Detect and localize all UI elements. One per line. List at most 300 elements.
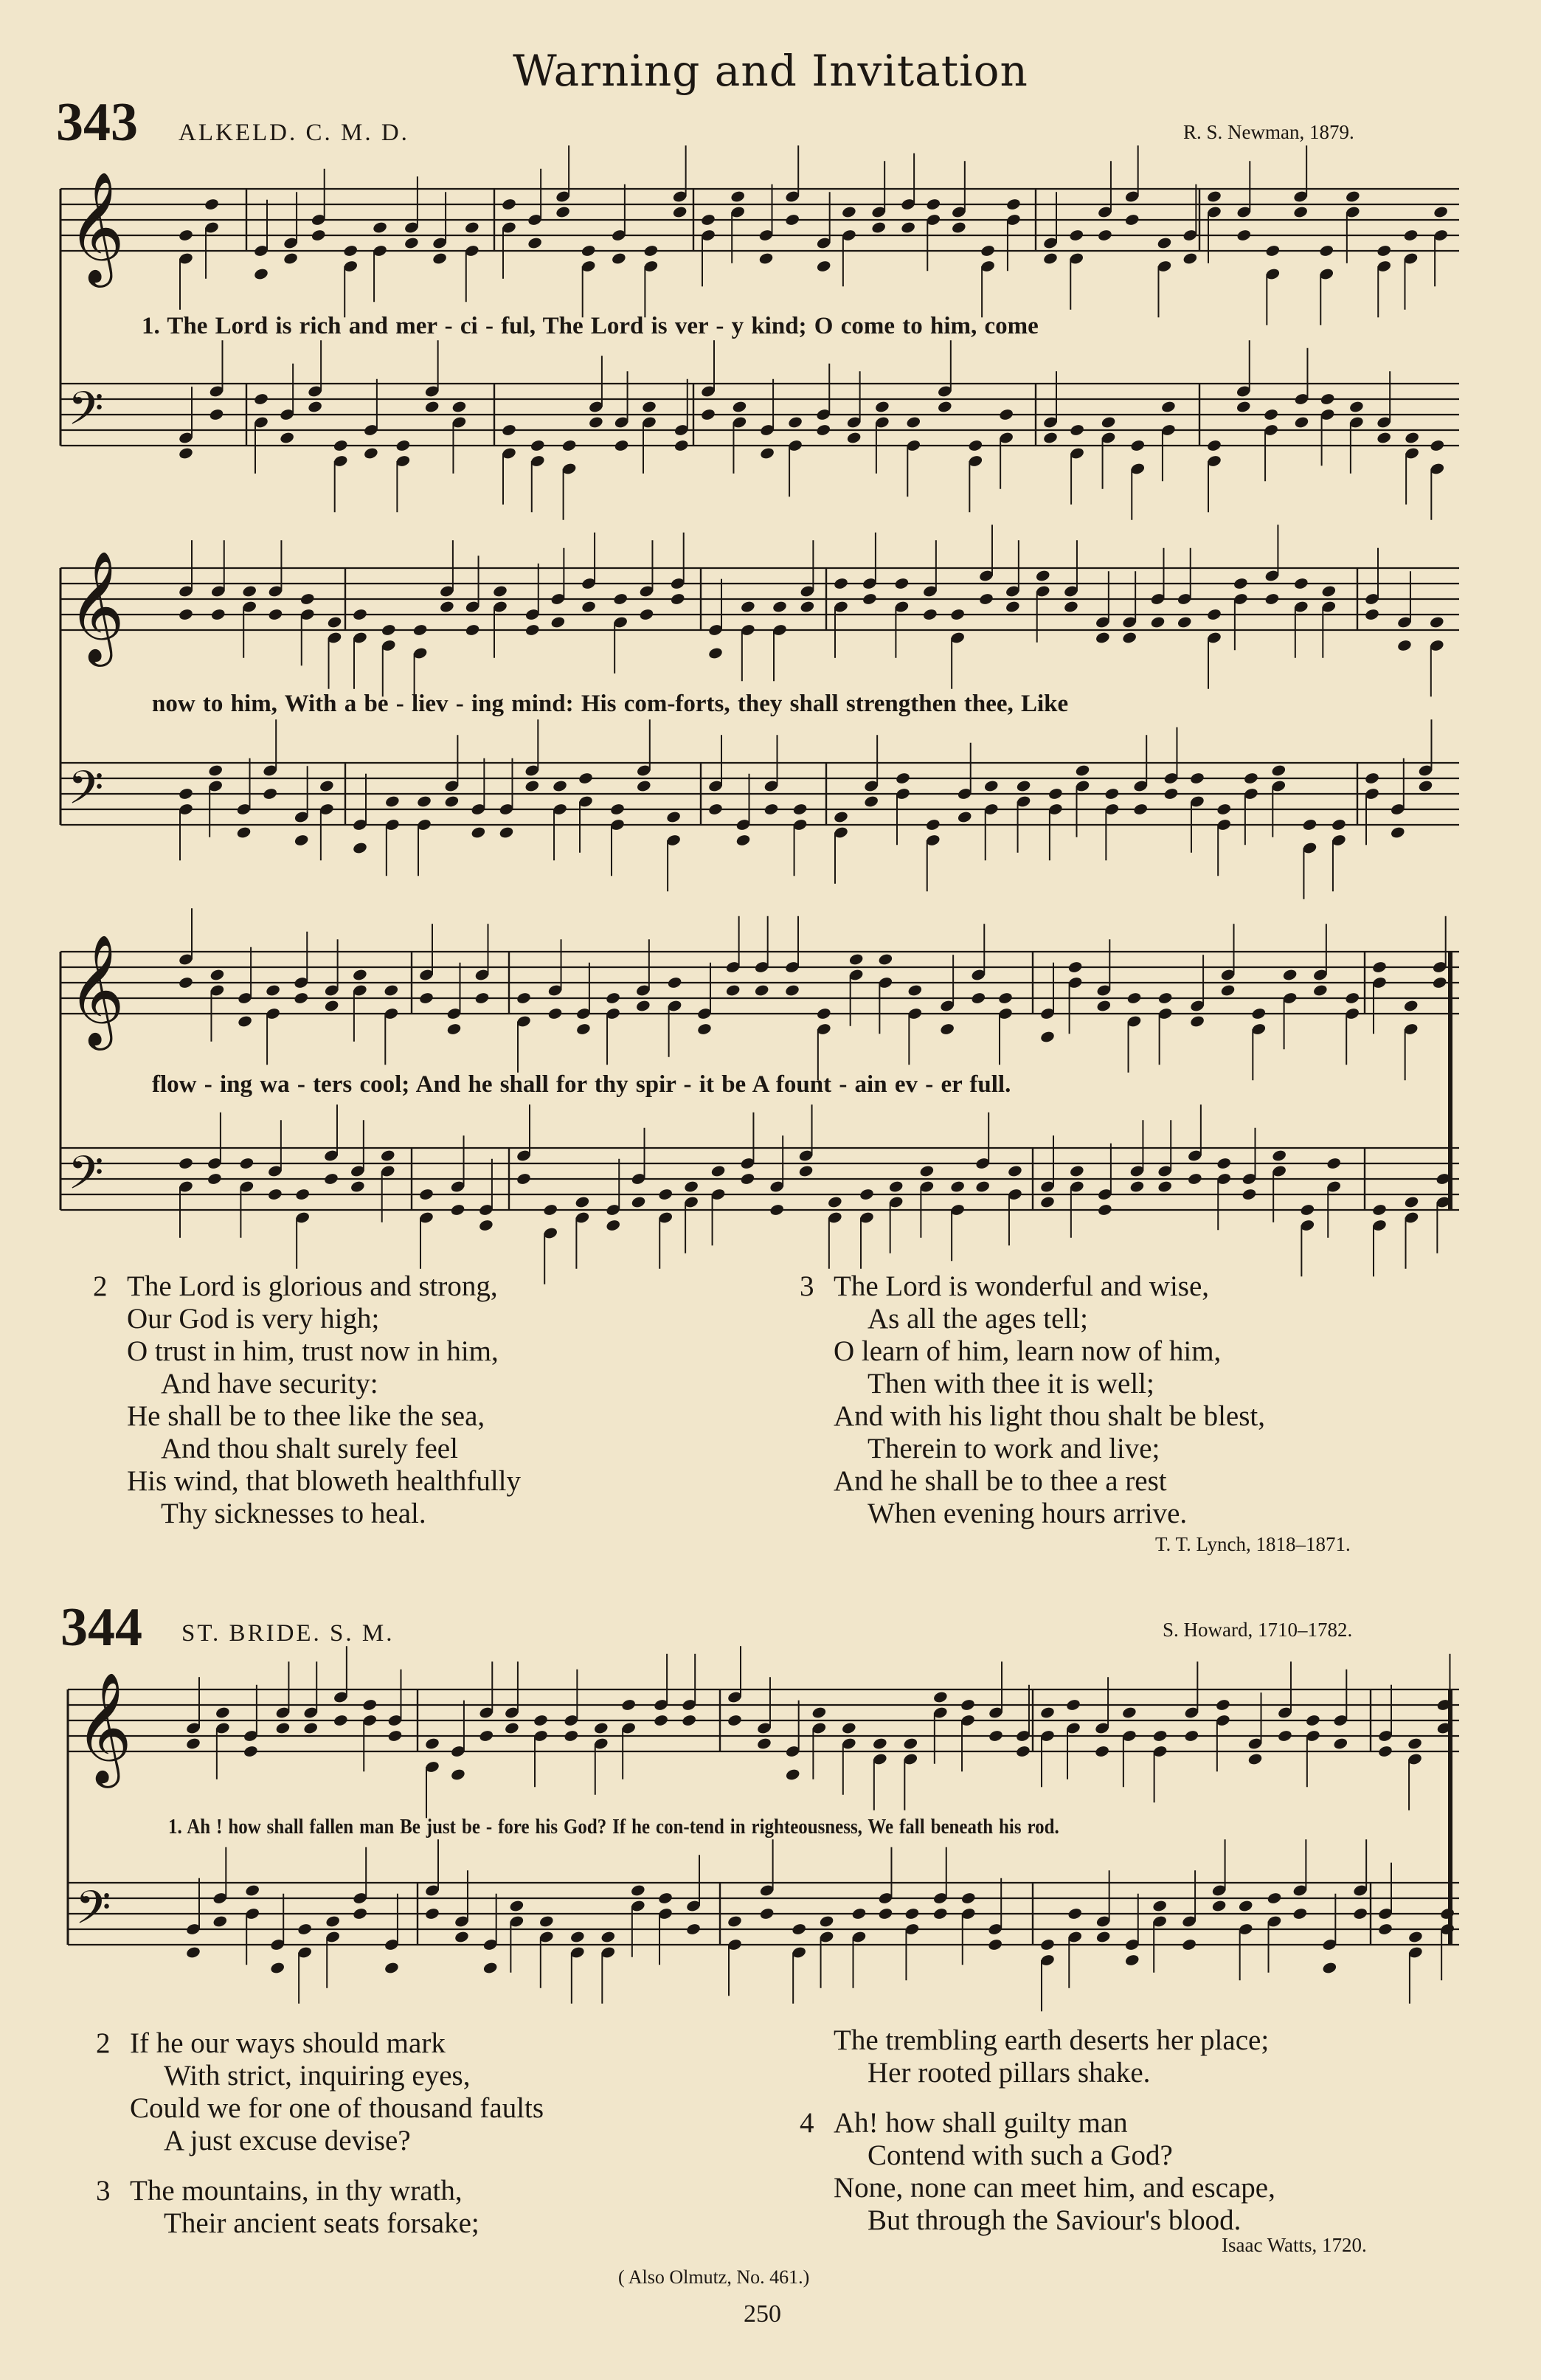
note-head bbox=[1039, 1954, 1055, 1967]
note-head bbox=[859, 1211, 874, 1224]
note-head bbox=[1439, 1907, 1455, 1920]
note-head bbox=[670, 592, 685, 606]
note-head bbox=[253, 415, 269, 429]
note-head bbox=[372, 244, 387, 257]
note-head bbox=[612, 615, 628, 629]
note-head bbox=[384, 795, 400, 808]
note-head bbox=[543, 1226, 558, 1239]
note-head bbox=[1121, 1706, 1137, 1719]
note-head bbox=[1407, 1737, 1422, 1750]
note-head bbox=[759, 423, 775, 437]
note-head bbox=[667, 976, 682, 989]
note-head bbox=[1333, 1737, 1348, 1750]
note-head bbox=[700, 408, 716, 421]
verse-3 bbox=[96, 2175, 479, 2240]
note-head bbox=[872, 1752, 887, 1765]
note-head bbox=[432, 252, 447, 265]
note-head bbox=[605, 1007, 620, 1020]
note-head bbox=[533, 1729, 548, 1743]
note-head bbox=[454, 1914, 469, 1928]
note-head bbox=[1236, 229, 1252, 242]
note-head bbox=[759, 1883, 775, 1897]
note-head bbox=[516, 992, 531, 1005]
note-head bbox=[1236, 205, 1252, 218]
note-head bbox=[759, 446, 775, 460]
note-head bbox=[922, 584, 938, 598]
note-head bbox=[816, 1007, 831, 1020]
note-head bbox=[937, 400, 952, 413]
note-head bbox=[872, 1737, 887, 1750]
note-head bbox=[267, 1164, 283, 1177]
note-head bbox=[665, 834, 681, 847]
note-head bbox=[1063, 584, 1078, 598]
note-head bbox=[471, 826, 486, 839]
note-head bbox=[1243, 787, 1258, 800]
note-head bbox=[1126, 1014, 1142, 1028]
note-head bbox=[895, 772, 910, 785]
treble-clef-icon: 𝄞 bbox=[68, 170, 125, 283]
note-head bbox=[1189, 999, 1205, 1012]
note-head bbox=[1263, 423, 1278, 437]
note-head bbox=[903, 1752, 918, 1765]
note-head bbox=[926, 198, 941, 211]
note-head bbox=[275, 1706, 291, 1719]
note-head bbox=[763, 803, 779, 816]
note-head bbox=[343, 260, 359, 273]
note-head bbox=[444, 779, 460, 792]
note-head bbox=[1152, 1729, 1168, 1743]
note-head bbox=[600, 1945, 616, 1959]
note-head bbox=[267, 1188, 283, 1201]
note-head bbox=[1095, 631, 1110, 644]
note-head bbox=[998, 431, 1014, 444]
note-head bbox=[907, 1007, 923, 1020]
note-head bbox=[324, 999, 339, 1012]
note-head bbox=[550, 592, 566, 606]
note-head bbox=[464, 221, 479, 234]
note-head bbox=[381, 639, 396, 652]
note-head bbox=[395, 454, 411, 468]
note-head bbox=[1163, 772, 1179, 785]
lyric-line-1: 1. The Lord is rich and mer - ci - ful, The Lord is ver - y kind; O come to him, come bbox=[142, 313, 1039, 339]
note-head bbox=[696, 1007, 712, 1020]
note-head bbox=[299, 608, 315, 621]
note-head bbox=[665, 810, 681, 823]
note-head bbox=[253, 267, 269, 280]
note-head bbox=[1294, 392, 1309, 406]
note-head bbox=[263, 787, 278, 800]
note-head bbox=[263, 764, 278, 777]
note-head bbox=[253, 392, 269, 406]
note-head bbox=[1364, 608, 1379, 621]
note-head bbox=[907, 983, 923, 997]
note-head bbox=[997, 1007, 1013, 1020]
note-head bbox=[784, 983, 800, 997]
note-head bbox=[859, 1188, 874, 1201]
note-head bbox=[1377, 1907, 1393, 1920]
note-head bbox=[1069, 446, 1084, 460]
note-head bbox=[325, 1930, 341, 1943]
tune-name: ST. BRIDE. S. M. bbox=[181, 1620, 395, 1647]
note-head bbox=[1364, 787, 1379, 800]
note-head bbox=[550, 615, 566, 629]
note-head bbox=[333, 439, 348, 452]
note-head bbox=[791, 1945, 806, 1959]
note-head bbox=[756, 1721, 772, 1734]
note-head bbox=[1124, 213, 1140, 226]
note-head bbox=[658, 1211, 673, 1224]
note-head bbox=[1215, 1714, 1230, 1727]
note-head bbox=[1160, 400, 1176, 413]
verse-2 bbox=[93, 1270, 521, 1530]
note-head bbox=[564, 1729, 579, 1743]
note-head bbox=[816, 236, 831, 249]
note-head bbox=[1124, 1954, 1140, 1967]
verse-line: A just excuse devise? bbox=[164, 2125, 411, 2156]
note-head bbox=[412, 646, 428, 660]
note-head bbox=[236, 826, 252, 839]
note-head bbox=[1377, 1729, 1393, 1743]
note-head bbox=[593, 1721, 609, 1734]
note-head bbox=[242, 600, 257, 613]
note-head bbox=[1220, 983, 1236, 997]
note-head bbox=[863, 779, 879, 792]
note-head bbox=[643, 260, 659, 273]
note-head bbox=[575, 1211, 590, 1224]
note-head bbox=[1436, 1172, 1451, 1186]
note-head bbox=[1376, 244, 1392, 257]
note-head bbox=[1095, 1914, 1111, 1928]
note-head bbox=[1097, 229, 1112, 242]
verse-3-continued bbox=[834, 2024, 1269, 2089]
note-head bbox=[352, 841, 367, 854]
note-head bbox=[672, 205, 688, 218]
note-head bbox=[1418, 764, 1433, 777]
note-head bbox=[888, 1180, 904, 1193]
note-head bbox=[1067, 1907, 1083, 1920]
note-head bbox=[1005, 584, 1020, 598]
note-head bbox=[424, 1883, 440, 1897]
lyric-line-2: now to him, With a be - liev - ing mind: His com-forts, they shall strengthen thee, Like bbox=[152, 691, 1069, 717]
note-head bbox=[451, 400, 467, 413]
note-head bbox=[1181, 1938, 1197, 1951]
note-head bbox=[657, 1907, 673, 1920]
note-head bbox=[846, 431, 862, 444]
note-head bbox=[754, 983, 769, 997]
note-head bbox=[611, 229, 626, 242]
note-head bbox=[294, 992, 309, 1005]
note-head bbox=[454, 1930, 469, 1943]
note-head bbox=[333, 454, 348, 468]
note-head bbox=[185, 1945, 201, 1959]
note-head bbox=[552, 803, 567, 816]
note-head bbox=[1436, 1721, 1452, 1734]
note-head bbox=[178, 229, 193, 242]
note-head bbox=[874, 415, 890, 429]
note-head bbox=[700, 384, 716, 398]
note-head bbox=[578, 795, 593, 808]
note-head bbox=[1069, 229, 1084, 242]
note-head bbox=[178, 584, 193, 598]
note-head bbox=[1432, 961, 1447, 974]
note-head bbox=[700, 213, 716, 226]
note-head bbox=[471, 803, 486, 816]
verse-line: Contend with such a God? bbox=[868, 2139, 1173, 2171]
note-head bbox=[1320, 392, 1335, 406]
note-head bbox=[384, 818, 400, 831]
note-head bbox=[1075, 779, 1090, 792]
note-head bbox=[208, 764, 224, 777]
note-head bbox=[1322, 1938, 1337, 1951]
note-head bbox=[636, 779, 651, 792]
note-head bbox=[1432, 976, 1447, 989]
note-head bbox=[418, 1188, 434, 1201]
note-head bbox=[1305, 1714, 1320, 1727]
note-head bbox=[178, 1180, 193, 1193]
note-head bbox=[833, 826, 848, 839]
note-head bbox=[1184, 1729, 1199, 1743]
note-head bbox=[1097, 1188, 1112, 1201]
note-head bbox=[185, 1923, 201, 1936]
note-head bbox=[1302, 818, 1317, 831]
verse-line: But through the Saviour's blood. bbox=[868, 2204, 1242, 2236]
note-head bbox=[1157, 260, 1172, 273]
note-head bbox=[614, 415, 629, 429]
verse-4 bbox=[800, 2107, 1275, 2237]
note-head bbox=[1177, 615, 1192, 629]
note-head bbox=[561, 462, 577, 475]
note-head bbox=[1096, 983, 1112, 997]
note-head bbox=[1302, 841, 1317, 854]
note-head bbox=[1292, 190, 1308, 203]
note-head bbox=[951, 205, 966, 218]
note-head bbox=[1277, 1706, 1292, 1719]
note-head bbox=[772, 623, 787, 637]
note-head bbox=[833, 600, 848, 613]
note-head bbox=[903, 1737, 918, 1750]
note-head bbox=[682, 1714, 697, 1727]
note-head bbox=[1348, 415, 1364, 429]
treble-clef-icon: 𝄞 bbox=[68, 550, 125, 662]
note-head bbox=[424, 1737, 440, 1750]
note-head bbox=[1015, 1745, 1031, 1758]
note-head bbox=[446, 1023, 462, 1036]
note-head bbox=[207, 1157, 222, 1170]
note-head bbox=[925, 834, 941, 847]
note-head bbox=[352, 631, 367, 644]
note-head bbox=[784, 961, 800, 974]
verse-line: As all the ages tell; bbox=[868, 1303, 1088, 1335]
note-head bbox=[424, 1760, 440, 1774]
note-head bbox=[279, 431, 294, 444]
note-head bbox=[870, 205, 886, 218]
note-head bbox=[816, 423, 831, 437]
note-head bbox=[960, 1698, 975, 1712]
note-head bbox=[609, 803, 625, 816]
note-head bbox=[787, 415, 803, 429]
verse-line: And with his light thou shalt be blest, bbox=[834, 1400, 1265, 1432]
note-head bbox=[178, 431, 193, 444]
note-head bbox=[800, 600, 815, 613]
note-head bbox=[363, 446, 378, 460]
note-head bbox=[237, 1014, 252, 1028]
note-head bbox=[416, 818, 432, 831]
note-head bbox=[735, 818, 751, 831]
note-head bbox=[1345, 190, 1360, 203]
note-head bbox=[1294, 415, 1309, 429]
note-head bbox=[418, 1211, 434, 1224]
note-head bbox=[833, 810, 848, 823]
note-head bbox=[1133, 803, 1149, 816]
note-head bbox=[630, 1899, 645, 1912]
note-head bbox=[1321, 584, 1337, 598]
note-head bbox=[1042, 431, 1058, 444]
note-head bbox=[1065, 1698, 1081, 1712]
note-head bbox=[1264, 569, 1280, 582]
note-head bbox=[1321, 600, 1337, 613]
note-head bbox=[1430, 439, 1445, 452]
note-head bbox=[1039, 1180, 1055, 1193]
hymn-number: 343 bbox=[56, 92, 138, 153]
note-head bbox=[1005, 213, 1021, 226]
note-head bbox=[1182, 252, 1198, 265]
note-head bbox=[1211, 1899, 1227, 1912]
note-head bbox=[1187, 1149, 1202, 1162]
note-head bbox=[730, 205, 746, 218]
note-head bbox=[1157, 236, 1172, 249]
verse-line: Thy sicknesses to heal. bbox=[161, 1498, 426, 1529]
note-head bbox=[509, 1899, 524, 1912]
note-head bbox=[178, 446, 193, 460]
bass-clef-icon: 𝄢 bbox=[75, 1881, 111, 1946]
note-head bbox=[1039, 1007, 1055, 1020]
note-head bbox=[769, 1203, 785, 1217]
note-head bbox=[1069, 1164, 1084, 1177]
note-head bbox=[740, 600, 755, 613]
note-head bbox=[450, 1768, 465, 1781]
note-head bbox=[283, 252, 298, 265]
note-head bbox=[185, 1721, 201, 1734]
note-head bbox=[1326, 1157, 1342, 1170]
note-head bbox=[239, 1180, 254, 1193]
note-head bbox=[509, 1914, 524, 1928]
note-head bbox=[635, 999, 651, 1012]
note-head bbox=[1407, 1752, 1422, 1765]
note-head bbox=[1271, 1149, 1287, 1162]
note-head bbox=[1181, 1914, 1197, 1928]
note-head bbox=[1121, 615, 1137, 629]
note-head bbox=[1157, 1164, 1173, 1177]
note-head bbox=[1067, 1930, 1083, 1943]
note-head bbox=[785, 213, 800, 226]
note-head bbox=[297, 1945, 312, 1959]
verse-number: 4 bbox=[800, 2107, 814, 2139]
note-head bbox=[253, 244, 269, 257]
note-head bbox=[700, 229, 716, 242]
note-head bbox=[381, 623, 396, 637]
verse-line: His wind, that bloweth healthfully bbox=[127, 1465, 522, 1497]
note-head bbox=[819, 1930, 834, 1943]
note-head bbox=[311, 213, 326, 226]
note-head bbox=[575, 1007, 591, 1020]
note-head bbox=[606, 1219, 621, 1232]
note-head bbox=[951, 221, 966, 234]
note-head bbox=[740, 1157, 755, 1170]
note-head bbox=[983, 803, 999, 816]
note-head bbox=[1007, 1188, 1022, 1201]
note-head bbox=[1430, 462, 1445, 475]
note-head bbox=[555, 205, 570, 218]
note-head bbox=[1101, 415, 1116, 429]
bass-clef-icon: 𝄢 bbox=[68, 381, 104, 447]
note-head bbox=[971, 992, 986, 1005]
note-head bbox=[811, 1721, 827, 1734]
note-head bbox=[792, 818, 808, 831]
note-head bbox=[1157, 1007, 1173, 1020]
note-head bbox=[350, 1164, 365, 1177]
note-head bbox=[1271, 764, 1287, 777]
note-head bbox=[327, 615, 342, 629]
note-head bbox=[1305, 1729, 1320, 1743]
note-head bbox=[283, 236, 298, 249]
note-head bbox=[800, 584, 815, 598]
note-head bbox=[707, 646, 723, 660]
note-head bbox=[926, 213, 941, 226]
author-credit: T. T. Lynch, 1818–1871. bbox=[1155, 1533, 1351, 1555]
note-head bbox=[960, 1892, 976, 1905]
note-head bbox=[1403, 1023, 1419, 1036]
note-head bbox=[178, 803, 193, 816]
note-head bbox=[630, 1883, 645, 1897]
note-head bbox=[1265, 267, 1281, 280]
note-head bbox=[1069, 423, 1084, 437]
note-head bbox=[870, 221, 886, 234]
note-head bbox=[635, 983, 651, 997]
note-head bbox=[1233, 577, 1248, 590]
note-head bbox=[464, 244, 479, 257]
note-head bbox=[816, 260, 831, 273]
note-head bbox=[404, 236, 419, 249]
verse-line: O learn of him, learn now of him, bbox=[834, 1335, 1222, 1367]
note-head bbox=[1005, 600, 1020, 613]
verse-line: Ah! how shall guilty man bbox=[834, 2107, 1128, 2139]
note-head bbox=[363, 423, 378, 437]
note-head bbox=[501, 446, 516, 460]
note-head bbox=[307, 384, 322, 398]
note-head bbox=[530, 439, 545, 452]
note-head bbox=[178, 252, 193, 265]
note-head bbox=[178, 976, 193, 989]
note-head bbox=[178, 787, 193, 800]
note-head bbox=[1039, 1938, 1055, 1951]
note-head bbox=[1039, 1030, 1055, 1043]
note-head bbox=[1352, 1883, 1368, 1897]
note-head bbox=[465, 600, 480, 613]
note-head bbox=[543, 1203, 558, 1217]
verse-line: The mountains, in thy wrath, bbox=[130, 2175, 463, 2207]
note-head bbox=[841, 229, 856, 242]
note-head bbox=[343, 244, 359, 257]
note-head bbox=[1215, 1698, 1230, 1712]
verse-line: And he shall be to thee a rest bbox=[834, 1465, 1167, 1497]
author-credit: Isaac Watts, 1720. bbox=[1222, 2234, 1367, 2256]
note-head bbox=[685, 1923, 701, 1936]
note-head bbox=[327, 631, 342, 644]
note-head bbox=[412, 623, 428, 637]
note-head bbox=[975, 1157, 991, 1170]
note-head bbox=[418, 992, 434, 1005]
note-head bbox=[303, 1706, 319, 1719]
